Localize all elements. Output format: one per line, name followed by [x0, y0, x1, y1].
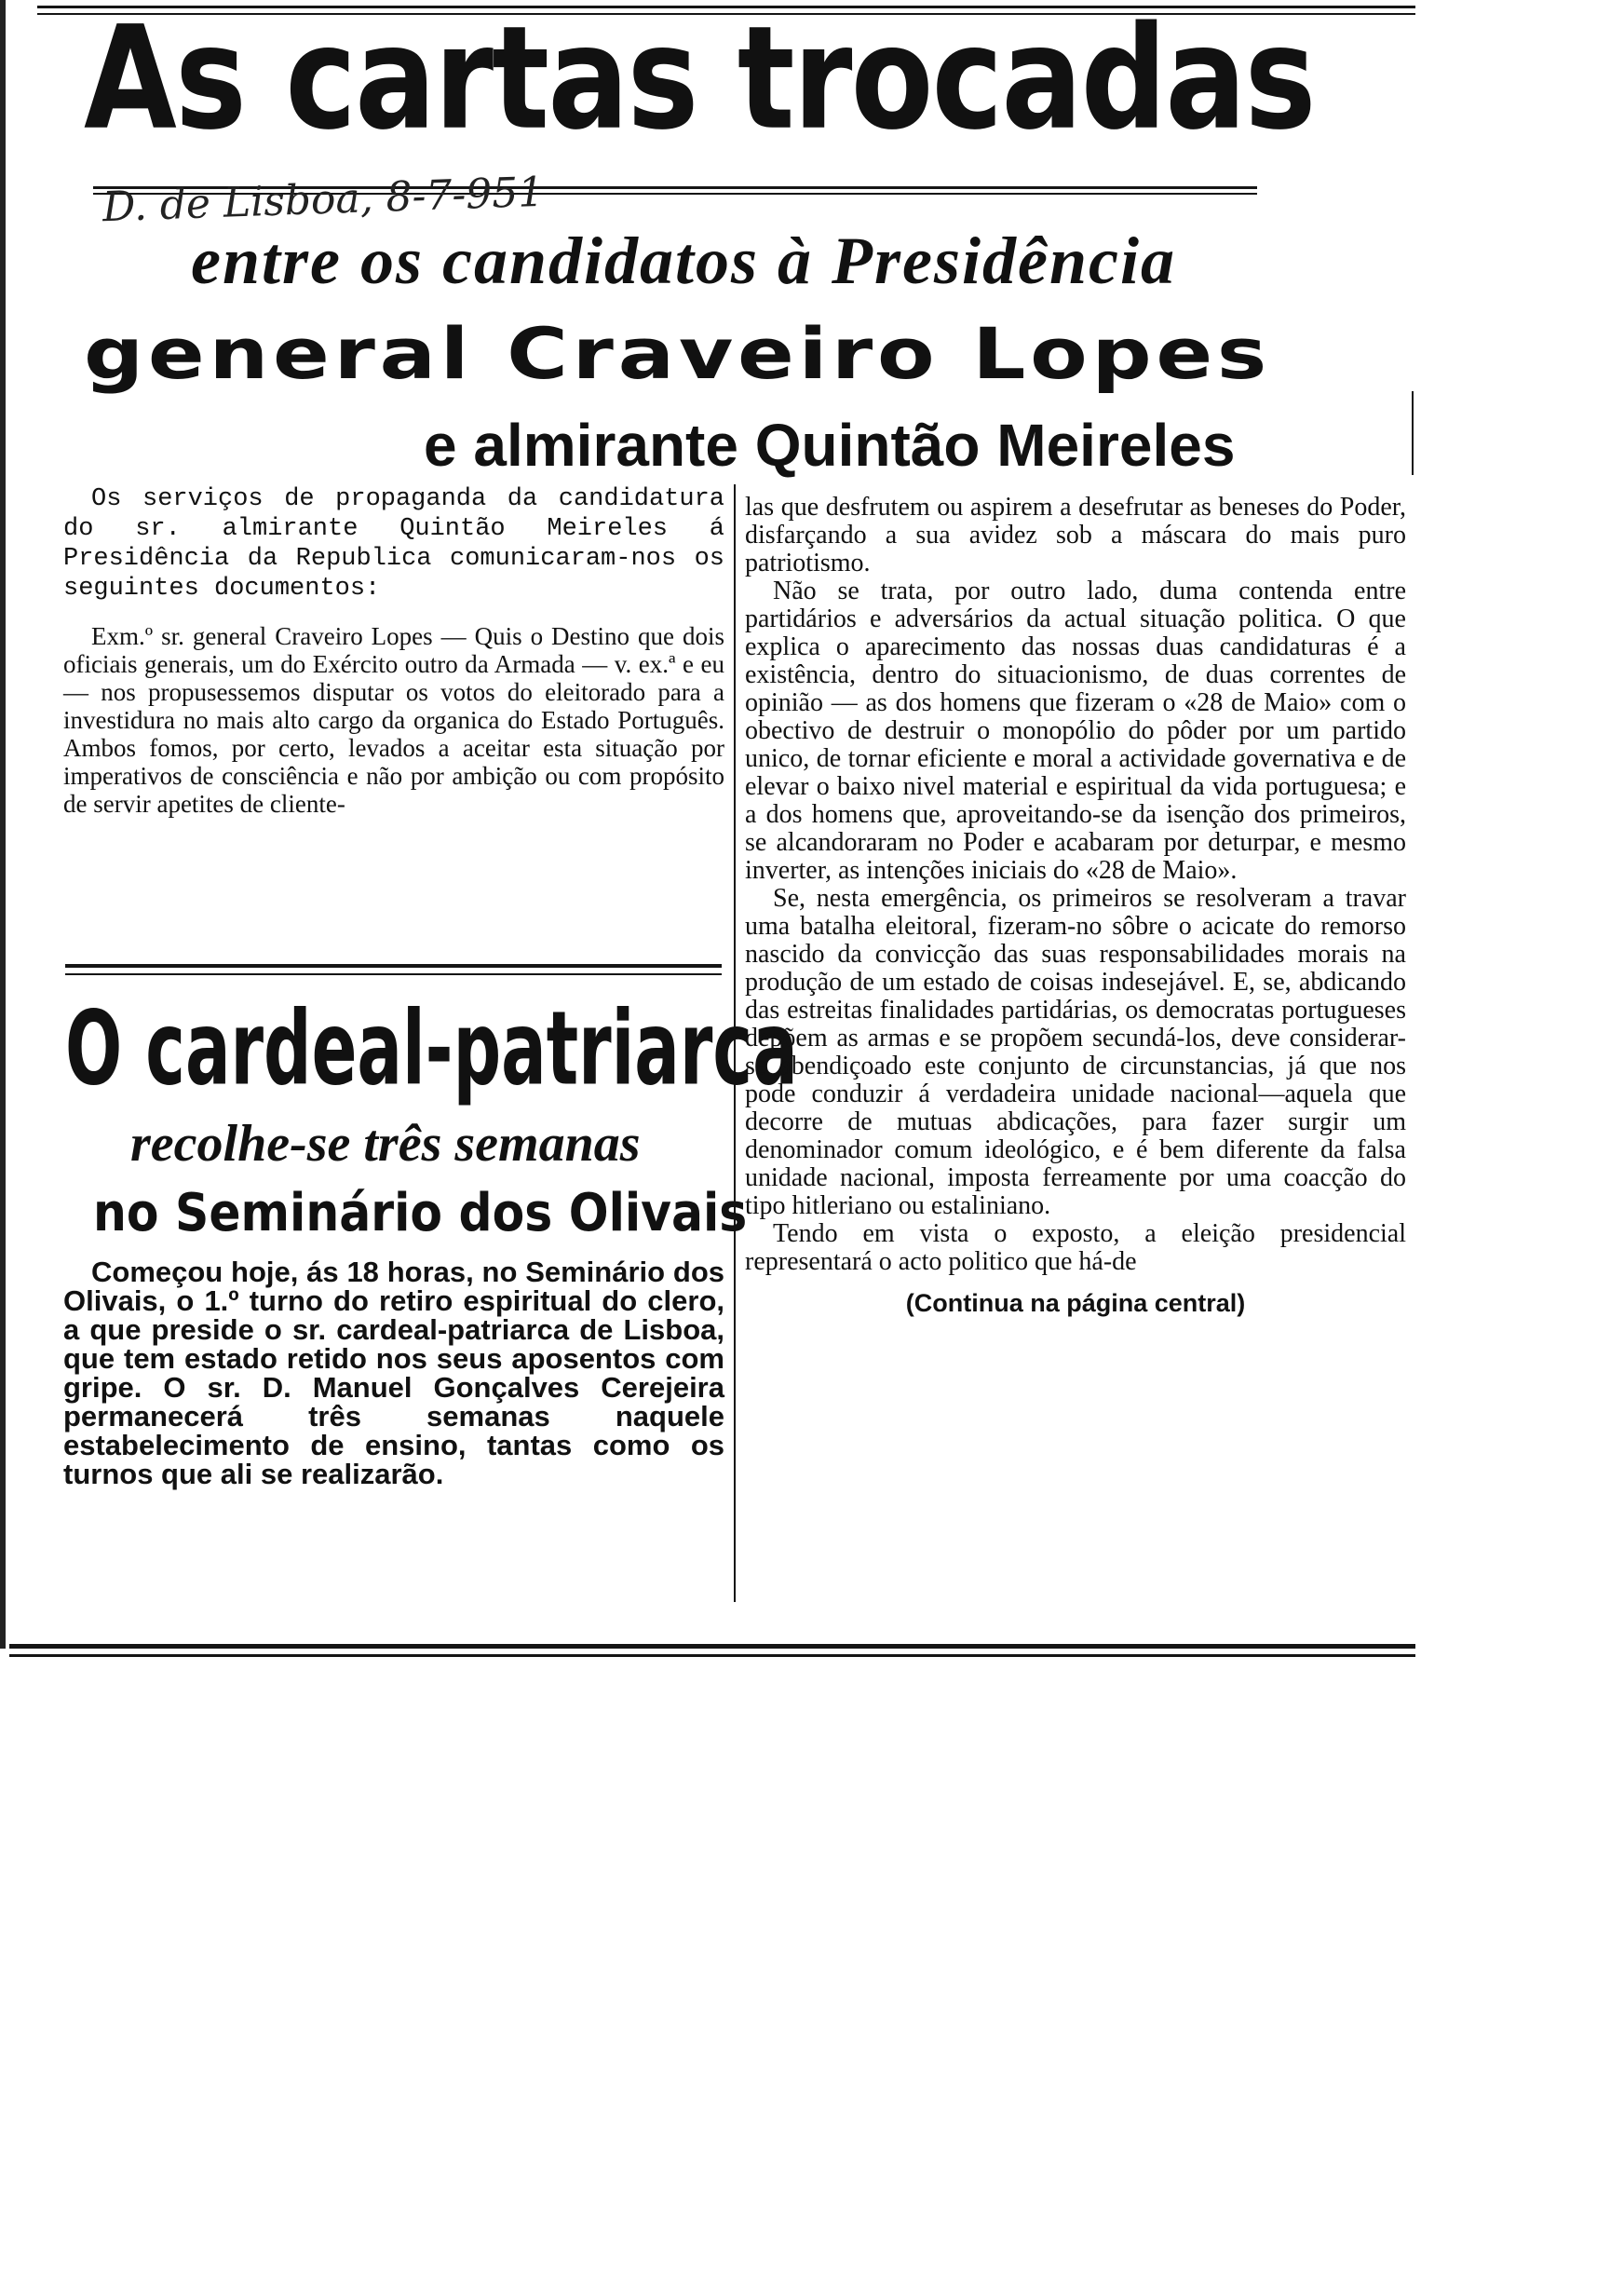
cardinal-subhead-2: no Seminário dos Olivais	[93, 1183, 748, 1243]
cardinal-subhead: recolhe-se três semanas	[130, 1115, 641, 1173]
right-para-3: Se, nesta emergência, os primeiros se resolveram a travar uma batalha eleitoral, fizeram-no sôbre o acicate do remorso nascido da convicção das suas responsabilidades morais na produção de um estado de coisas indesejável. E, se, abdicando das estreitas finalidades partidárias, os democratas portugueses depõem as armas e se propõem secundá-los, deve considerar-se abendiçoado este conjunto de circunstancias, já que nos pode conduzir á verdadeira unidade nacional—aquela que decorre de mutuas abdicações, para fazer surgir um denominador comum ideológico, e é bem diferente da falsa unidade nacional, imposta ferreamente por uma coacção do tipo hitleriano ou estaliniano.	[745, 884, 1406, 1220]
left-lead: Os serviços de propaganda da candidatura do sr. almirante Quintão Meireles á Presidência da Republica comunicaram-nos os seguintes documentos:	[63, 485, 724, 603]
name-line-2: e almirante Quintão Meireles	[424, 412, 1236, 479]
handwritten-note: D. de Lisboa, 8-7-951	[102, 168, 546, 232]
cardinal-headline: O cardeal-patriarca	[65, 988, 798, 1108]
bottom-rule-2	[9, 1654, 1415, 1657]
right-edge-mark	[1412, 391, 1414, 475]
cardinal-body: Começou hoje, ás 18 horas, no Seminário dos Olivais, o 1.º turno do retiro espiritual do clero, a que preside o sr. cardeal-patriarca de Lisboa, que tem estado retido nos seus aposentos com gripe. O sr. D. Manuel Gonçalves Cerejeira permanecerá três semanas naquele estabelecimento de ensino, tantas como os turnos que ali se realizarão.	[63, 1256, 724, 1490]
left-article	[63, 484, 724, 818]
scan-edge	[0, 0, 6, 1649]
right-para-4: Tendo em vista o exposto, a eleição presidencial representará o acto politico que há-de	[745, 1219, 1406, 1276]
name-line-1: general Craveiro Lopes	[84, 312, 1272, 395]
left-separator-2	[65, 973, 722, 975]
subhead: entre os candidatos à Presidência	[191, 224, 1176, 298]
bottom-rule	[9, 1644, 1415, 1649]
left-letter: Exm.º sr. general Craveiro Lopes — Quis o Destino que dois oficiais generais, um do Exército outro da Armada — v. ex.ª e eu — nos propusessemos disputar os votos do eleitorado para a investidura no mais alto cargo da organica do Estado Português. Ambos fomos, por certo, levados a aceitar esta situação por imperativos de consciência e não por ambição ou com propósito de servir apetites de cliente-	[63, 622, 724, 818]
right-para-2: Não se trata, por outro lado, duma contenda entre partidários e adversários da actual situação politica. O que explica o aparecimento das nossas duas candidaturas é a existência, dentro do situacionismo, de duas correntes de opinião — as dos homens que fizeram o «28 de Maio» com o obectivo de destruir o monopólio do pôder por um partido unico, de tornar eficiente e moral a actividade governativa e de elevar o baixo nivel material e espiritual da vida portuguesa; e a dos homens que, aproveitando-se da isenção dos primeiros, se alcandoraram no Poder e acabaram por deturpar, e mesmo inverter, as intenções iniciais do «28 de Maio».	[745, 577, 1406, 885]
right-para-1: las que desfrutem ou aspirem a desefrutar as beneses do Poder, disfarçando a sua avidez sob a máscara do mais puro patriotismo.	[745, 493, 1406, 577]
right-article	[745, 494, 1406, 1319]
main-headline: As cartas trocadas	[84, 0, 1315, 162]
cardinal-body-box	[63, 1257, 724, 1488]
continuation-note: (Continua na página central)	[905, 1289, 1246, 1317]
left-separator	[65, 964, 722, 968]
